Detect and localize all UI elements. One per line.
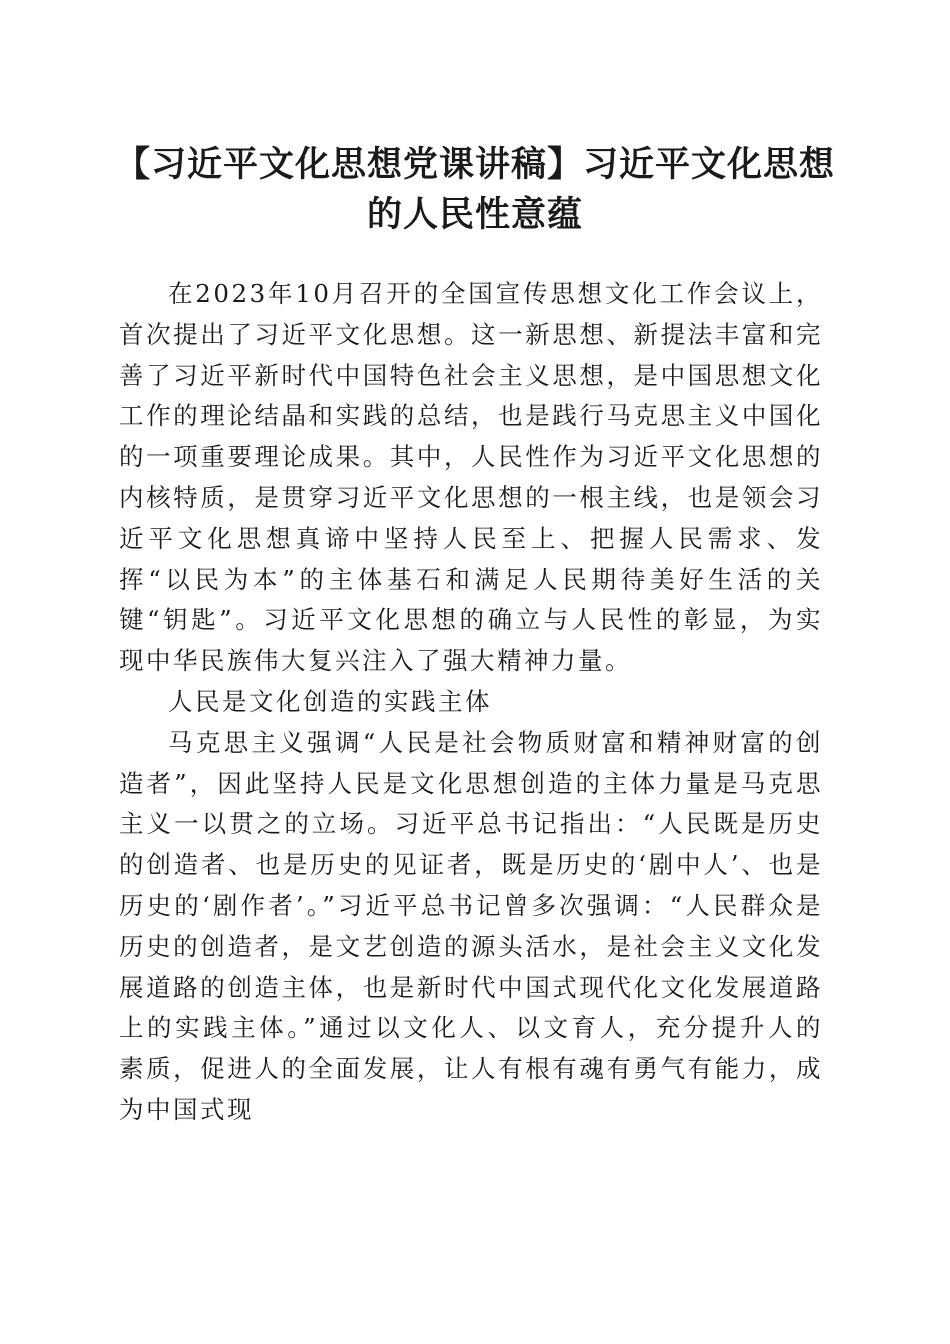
section-heading: 人民是文化创造的实践主体	[168, 686, 492, 716]
title-line-1: 【习近平文化思想党课讲稿】习近平文化思想	[114, 144, 835, 185]
title-line-2: 的人民性意蕴	[366, 194, 583, 235]
document-title	[100, 140, 850, 240]
paragraph-section-1: 马克思主义强调“人民是社会物质财富和精神财富的创造者”，因此坚持人民是文化思想创造的主体力量是马克思主义一以贯之的立场。习近平总书记指出：“人民既是历史的创造者、也是历史的见证者，既是历史的‘剧中人’、也是历史的‘剧作者’。”习近平总书记曾多次强调：“人民群众是历史的创造者，是文艺创造的源头活水，是社会主义文化发展道路的创造主体，也是新时代中国式现代化文化发展道路上的实践主体。”通过以文化人、以文育人，充分提升人的素质，促进人的全面发展，让人有根有魂有勇气有能力，成为中国式现	[119, 727, 823, 1124]
document-body	[119, 274, 823, 1131]
paragraph-intro: 在2023年10月召开的全国宣传思想文化工作会议上，首次提出了习近平文化思想。这一新思想、新提法丰富和完善了习近平新时代中国特色社会主义思想，是中国思想文化工作的理论结晶和实践的总结，也是践行马克思主义中国化的一项重要理论成果。其中，人民性作为习近平文化思想的内核特质，是贯穿习近平文化思想的一根主线，也是领会习近平文化思想真谛中坚持人民至上、把握人民需求、发挥“以民为本”的主体基石和满足人民期待美好生活的关键“钥匙”。习近平文化思想的确立与人民性的彰显，为实现中华民族伟大复兴注入了强大精神力量。	[119, 279, 823, 676]
